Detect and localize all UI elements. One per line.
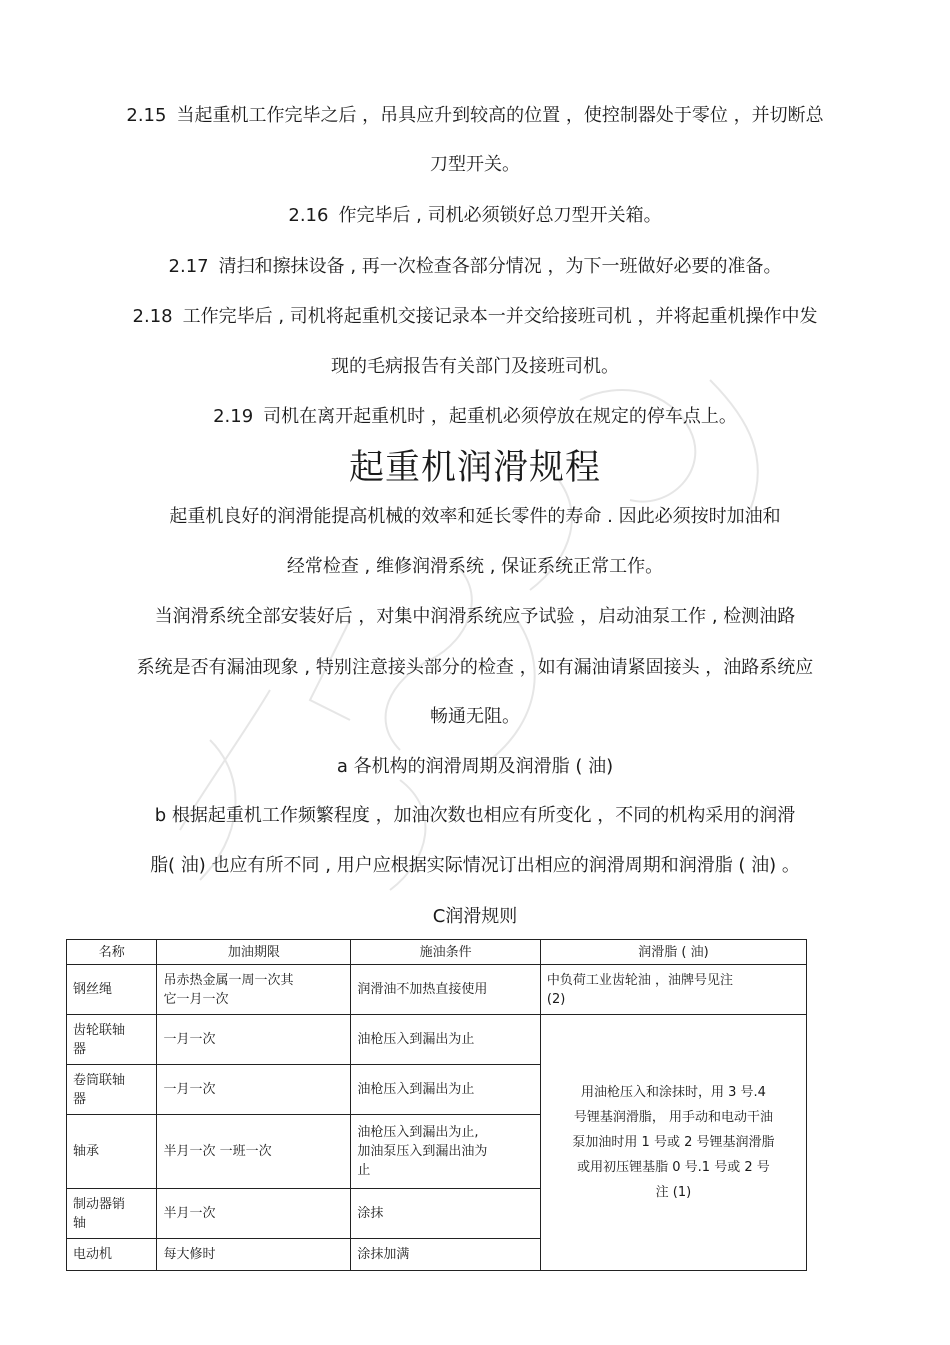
cell-name: 钢丝绳 (67, 965, 157, 1015)
item-2-18-line-2: 现的毛病报告有关部门及接班司机。 (331, 356, 619, 377)
note-b-line-1: b 根据起重机工作频繁程度 ，加油次数也相应有所变化 ，不同的机构采用的润滑 (154, 805, 796, 826)
paragraph-2-line-1: 当润滑系统全部安装好后 ，对集中润滑系统应予试验 ，启动油泵工作 , 检测油路 (154, 606, 796, 627)
item-2-19: 2.19 司机在离开起重机时 ，起重机必须停放在规定的停车点上。 (213, 406, 737, 427)
cell-grease: 中负荷工业齿轮油 ，油牌号见注 (2) (540, 965, 806, 1015)
cell-period: 每大修时 (157, 1239, 351, 1271)
paragraph-2-line-2: 系统是否有漏油现象 , 特别注意接头部分的检查 ，如有漏油请紧固接头 ，油路系统应 (136, 657, 814, 678)
table-header-row (67, 940, 807, 965)
header-condition: 施油条件 (351, 940, 541, 965)
table-row (67, 965, 807, 1015)
cell-period: 吊赤热金属一周一次其 它一月一次 (157, 965, 351, 1015)
item-2-16: 2.16 作完毕后 , 司机必须锁好总刀型开关箱。 (288, 205, 662, 226)
cell-condition: 涂抹加满 (351, 1239, 541, 1271)
paragraph-1-line-2: 经常检查 , 维修润滑系统 , 保证系统正常工作。 (286, 556, 664, 577)
cell-name: 卷筒联轴 器 (67, 1065, 157, 1115)
item-2-15-line-1: 2.15 当起重机工作完毕之后 ，吊具应升到较高的位置 ，使控制器处于零位 ，并切断总 (126, 105, 824, 126)
paragraph-1-line-1: 起重机良好的润滑能提高机械的效率和延长零件的寿命 . 因此必须按时加油和 (169, 506, 781, 527)
cell-period: 半月一次 (157, 1189, 351, 1239)
cell-condition: 润滑油不加热直接使用 (351, 965, 541, 1015)
cell-name: 电动机 (67, 1239, 157, 1271)
lubrication-table (66, 939, 807, 1271)
header-period: 加油期限 (157, 940, 351, 965)
watermark-scribble (150, 360, 810, 920)
cell-grease-merged: 用油枪压入和涂抹时，用 3 号.4 号锂基润滑脂， 用手动和电动干油 泵加油时用 1 号或 2 号锂基润滑脂 或用初压锂基脂 0 号.1 号或 2 号 注 (1) (540, 1015, 806, 1271)
header-name: 名称 (67, 940, 157, 965)
item-2-17: 2.17 清扫和擦抹设备 , 再一次检查各部分情况 ，为下一班做好必要的准备。 (168, 256, 782, 277)
item-2-18-line-1: 2.18 工作完毕后 , 司机将起重机交接记录本一并交给接班司机 ，并将起重机操作中发 (132, 306, 818, 327)
cell-period: 半月一次 一班一次 (157, 1115, 351, 1189)
paragraph-2-line-3: 畅通无阻。 (430, 706, 520, 727)
cell-name: 轴承 (67, 1115, 157, 1189)
cell-condition: 涂抹 (351, 1189, 541, 1239)
header-grease: 润滑脂 ( 油) (540, 940, 806, 965)
table-title: C润滑规则 (432, 906, 518, 927)
cell-condition: 油枪压入到漏出为止 (351, 1065, 541, 1115)
cell-name: 齿轮联轴 器 (67, 1015, 157, 1065)
item-2-15-line-2: 刀型开关。 (430, 154, 520, 175)
cell-condition: 油枪压入到漏出为止, 加油泵压入到漏出油为 止 (351, 1115, 541, 1189)
table-row (67, 1015, 807, 1065)
note-b-line-2: 脂( 油) 也应有所不同 , 用户应根据实际情况订出相应的润滑周期和润滑脂 ( 油) 。 (150, 855, 800, 876)
note-a: a 各机构的润滑周期及润滑脂 ( 油) (336, 756, 614, 777)
cell-name: 制动器销 轴 (67, 1189, 157, 1239)
section-title: 起重机润滑规程 (348, 448, 601, 488)
cell-condition: 油枪压入到漏出为止 (351, 1015, 541, 1065)
cell-period: 一月一次 (157, 1065, 351, 1115)
cell-period: 一月一次 (157, 1015, 351, 1065)
